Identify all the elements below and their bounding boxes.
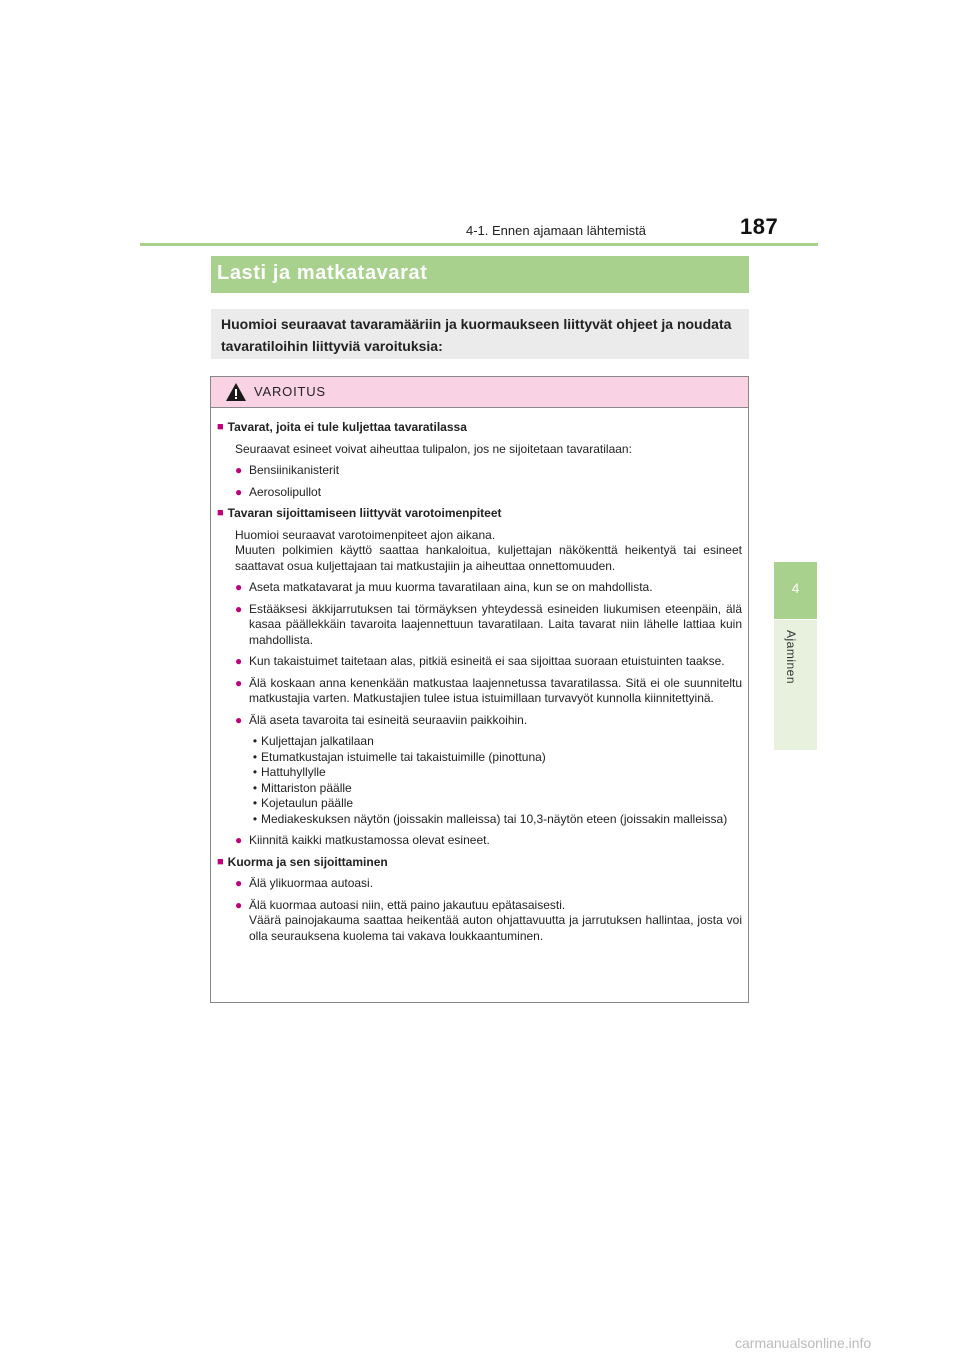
warning-paragraph: Seuraavat esineet voivat aiheuttaa tulipalon, jos ne sijoitetaan tavaratilaan:	[235, 441, 632, 456]
warning-box	[210, 376, 749, 1003]
warning-body	[211, 408, 748, 944]
circle-bullet-icon: ●	[235, 654, 243, 668]
warning-triangle-icon	[225, 382, 247, 402]
warning-section-heading: ■ Tavaran sijoittamiseen liittyvät varotoimenpiteet	[217, 506, 502, 520]
circle-bullet-icon: ●	[235, 897, 243, 912]
place-list	[249, 734, 742, 827]
warning-paragraph: Muuten polkimien käyttö saattaa hankaloitua, kuljettajan näkökenttä heikentyä tai esineet saattavat osua kuljettajaan tai matkustajiin ja aiheuttaa onnettomuuden.	[235, 543, 742, 573]
place-list-item: • Mittariston päälle	[252, 780, 352, 795]
list-item: ● Bensiinikanisterit	[235, 463, 340, 477]
header-divider	[140, 243, 818, 246]
chapter-label: Ajaminen	[784, 630, 798, 685]
section-title: Lasti ja matkatavarat	[217, 262, 428, 284]
intro-box	[211, 309, 749, 359]
list-item: ● Estääksesi äkkijarrutuksen tai törmäyksen yhteydessä esineiden liukumisen eteenpäin, älä kasaa päällekkäin tavaroita laajennettuun tavaratilaan. Laita tavarat niin lähelle lattiaa kuin mahdollista.	[235, 601, 742, 647]
place-list-item: • Hattuhyllylle	[252, 765, 326, 779]
circle-bullet-icon: ●	[235, 675, 243, 690]
circle-bullet-icon: ●	[235, 876, 243, 890]
place-list-item: • Kuljettajan jalkatilaan	[252, 734, 374, 748]
chapter-tab	[774, 562, 817, 619]
warning-section-heading: ■ Tavarat, joita ei tule kuljettaa tavaratilassa	[217, 420, 467, 434]
list-item: ● Älä koskaan anna kenenkään matkustaa laajennetussa tavaratilassa. Sitä ei ole suunniteltu matkustajia varten. Matkustajien tulee istua istuimillaan turvavyöt kunnolla kiinnitettyinä.	[235, 675, 742, 705]
page-number: 187	[740, 214, 779, 239]
warning-section-heading: ■ Kuorma ja sen sijoittaminen	[217, 854, 388, 869]
list-item: ● Älä aseta tavaroita tai esineitä seuraaviin paikkoihin.	[235, 712, 528, 727]
list-item: ● Älä ylikuormaa autoasi.	[235, 876, 374, 890]
place-list-item: • Mediakeskuksen näytön (joissakin malleissa) tai 10,3-näytön eteen (joissakin malleissa)	[252, 811, 728, 826]
warning-paragraph: Väärä painojakauma saattaa heikentää auton ohjattavuutta ja jarrutuksen hallintaa, josta voi olla seurauksena kuolema tai vakava loukkaantuminen.	[249, 913, 742, 943]
circle-bullet-icon: ●	[235, 484, 243, 499]
circle-bullet-icon: ●	[235, 463, 243, 477]
watermark: carmanualsonline.info	[735, 1335, 872, 1351]
list-item: ● Kiinnitä kaikki matkustamossa olevat esineet.	[235, 833, 490, 847]
circle-bullet-icon: ●	[235, 833, 243, 847]
warning-paragraph: Huomioi seuraavat varotoimenpiteet ajon aikana.	[235, 527, 496, 542]
intro-text: Huomioi seuraavat tavaramääriin ja kuormaukseen liittyvät ohjeet ja noudata tavaratiloihin liittyviä varoituksia:	[221, 316, 732, 354]
place-list-item: • Etumatkustajan istuimelle tai takaistuimille (pinottuna)	[252, 749, 546, 764]
circle-bullet-icon: ●	[235, 601, 243, 616]
circle-bullet-icon: ●	[235, 580, 243, 594]
square-bullet-icon: ■	[217, 421, 224, 433]
square-bullet-icon: ■	[217, 507, 224, 519]
section-title-banner	[211, 256, 749, 293]
warning-title: VAROITUS	[254, 384, 326, 399]
list-item: ● Aseta matkatavarat ja muu kuorma tavaratilaan aina, kun se on mahdollista.	[235, 580, 653, 594]
list-item: ● Aerosolipullot	[235, 484, 322, 499]
header-section-title: 4-1. Ennen ajamaan lähtemistä	[466, 223, 646, 238]
warning-header	[211, 377, 748, 408]
list-item: ● Kun takaistuimet taitetaan alas, pitkiä esineitä ei saa sijoittaa suoraan etuistuinten taakse.	[235, 654, 725, 668]
chapter-number: 4	[791, 580, 800, 596]
place-list-item: • Kojetaulun päälle	[252, 796, 354, 810]
circle-bullet-icon: ●	[235, 712, 243, 727]
list-item: ● Älä kuormaa autoasi niin, että paino jakautuu epätasaisesti.	[235, 897, 566, 912]
square-bullet-icon: ■	[217, 855, 224, 868]
